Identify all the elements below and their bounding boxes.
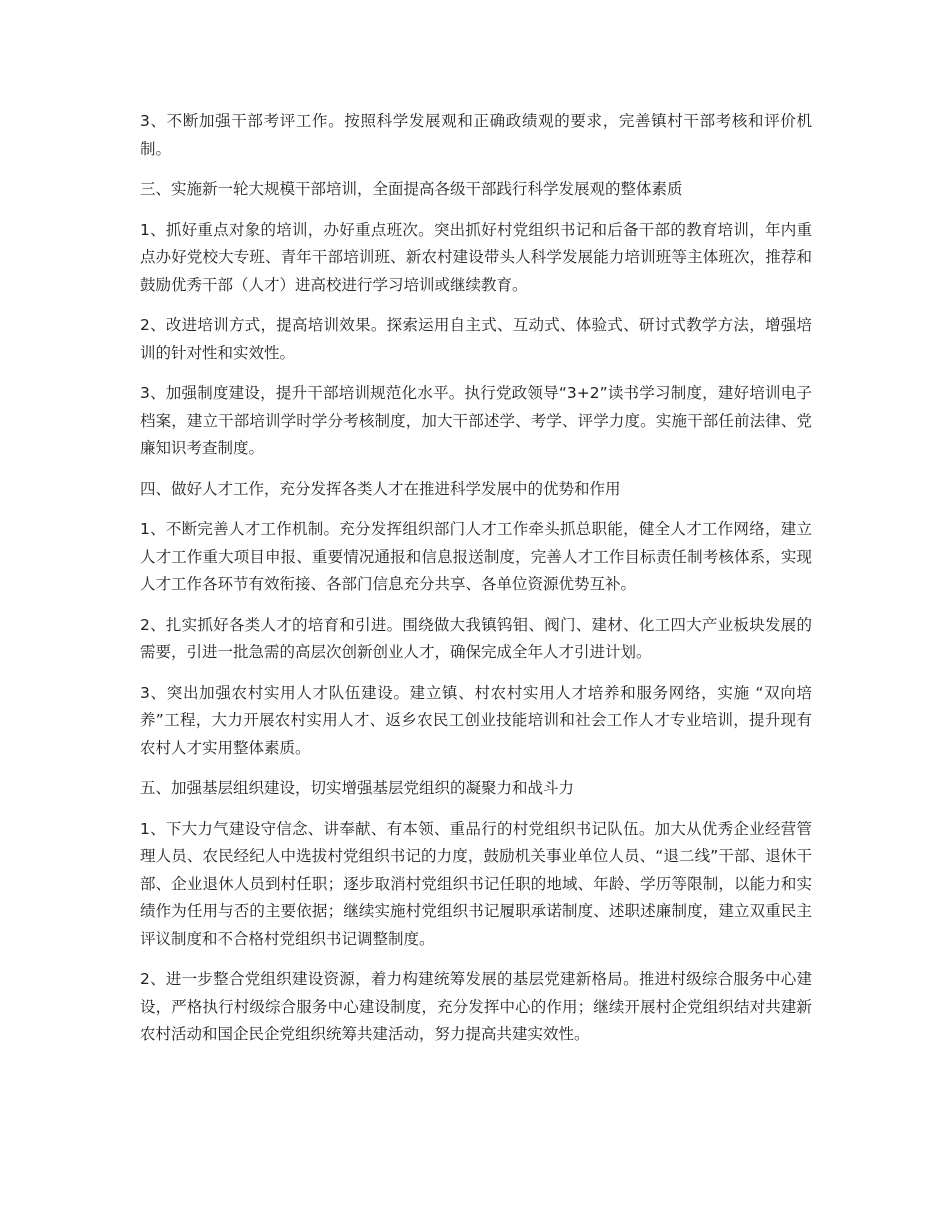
paragraph-assessment: 3、不断加强干部考评工作。按照科学发展观和正确政绩观的要求，完善镇村干部考核和评价机制。	[140, 112, 812, 158]
paragraph-party-secretaries: 1、下大力气建设守信念、讲奉献、有本领、重品行的村党组织书记队伍。加大从优秀企业经营管理人员、农民经纪人中选拔村党组织书记的力度，鼓励机关事业单位人员、“退二线”干部、退休干部、企业退休人员到村任职；逐步取消村党组织书记任职的地域、年龄、学历等限制，以能力和实绩作为任用与否的主要依据；继续实施村党组织书记履职承诺制度、述职述廉制度，建立双重民主评议制度和不合格村党组织书记调整制度。	[140, 819, 812, 948]
paragraph-training-methods: 2、改进培训方式，提高培训效果。探索运用自主式、互动式、体验式、研讨式教学方法，增强培训的针对性和实效性。	[140, 316, 812, 362]
paragraph-party-resources: 2、进一步整合党组织建设资源，着力构建统筹发展的基层党建新格局。推进村级综合服务中心建设，严格执行村级综合服务中心建设制度，充分发挥中心的作用；继续开展村企党组织结对共建新农村活动和国企民企党组织统筹共建活动，努力提高共建实效性。	[140, 970, 812, 1043]
paragraph-talent-mechanism: 1、不断完善人才工作机制。充分发挥组织部门人才工作牵头抓总职能，健全人才工作网络，建立人才工作重大项目申报、重要情况通报和信息报送制度，完善人才工作目标责任制考核体系，实现人才工作各环节有效衔接、各部门信息充分共享、各单位资源优势互补。	[140, 520, 812, 593]
paragraph-talent-recruitment: 2、扎实抓好各类人才的培育和引进。围绕做大我镇钨钼、阀门、建材、化工四大产业板块发展的需要，引进一批急需的高层次创新创业人才，确保完成全年人才引进计划。	[140, 615, 812, 661]
paragraph-rural-talent: 3、突出加强农村实用人才队伍建设。建立镇、村农村实用人才培养和服务网络，实施 “双向培养”工程，大力开展农村实用人才、返乡农民工创业技能培训和社会工作人才专业培训，提升现有农村人才实用整体素质。	[140, 683, 812, 757]
document-page	[140, 108, 812, 1062]
paragraph-key-training: 1、抓好重点对象的培训，办好重点班次。突出抓好村党组织书记和后备干部的教育培训，年内重点办好党校大专班、青年干部培训班、新农村建设带头人科学发展能力培训班等主体班次，推荐和鼓励优秀干部（人才）进高校进行学习培训或继续教育。	[140, 220, 812, 294]
section-heading-talent: 四、做好人才工作，充分发挥各类人才在推进科学发展中的优势和作用	[140, 479, 621, 498]
section-heading-training: 三、实施新一轮大规模干部培训，全面提高各级干部践行科学发展观的整体素质	[140, 180, 683, 198]
paragraph-training-system: 3、加强制度建设，提升干部培训规范化水平。执行党政领导“3+2”读书学习制度，建好培训电子档案，建立干部培训学时学分考核制度，加大干部述学、考学、评学力度。实施干部任前法律、党廉知识考查制度。	[140, 384, 812, 457]
section-heading-grassroots: 五、加强基层组织建设，切实增强基层党组织的凝聚力和战斗力	[140, 779, 575, 797]
